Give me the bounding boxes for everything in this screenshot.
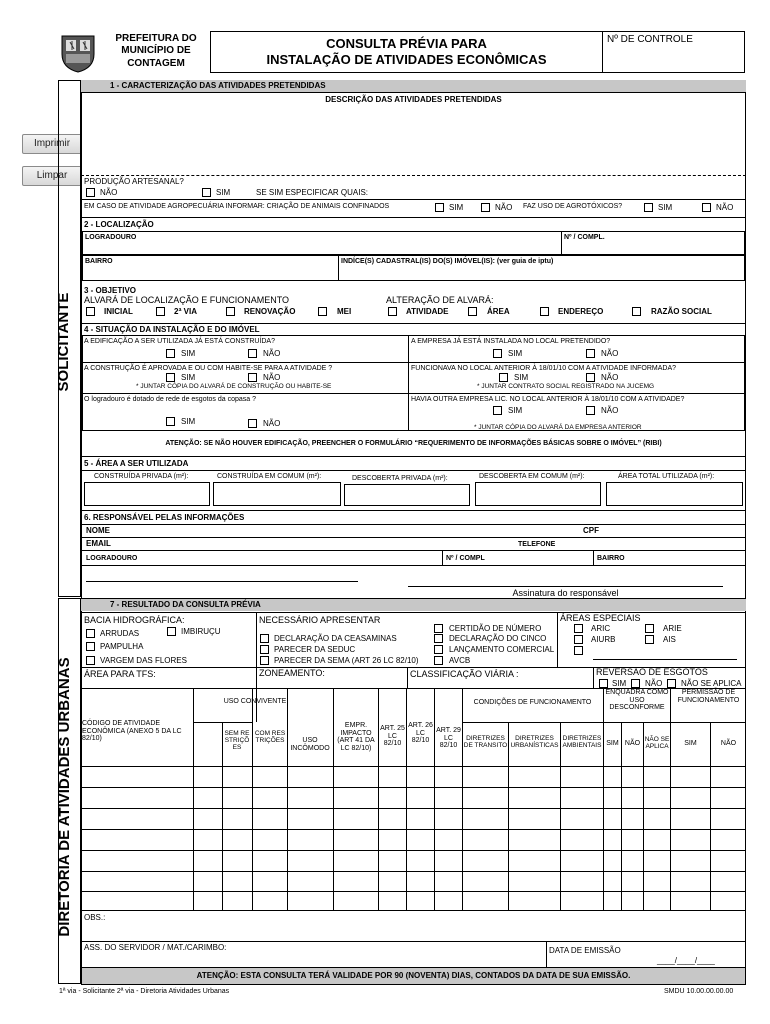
q5-text: O logradouro é dotado de rede de esgotos da copasa ?: [84, 396, 257, 403]
table-row[interactable]: [82, 809, 745, 829]
sec3-title: 3 - OBJETIVO: [84, 286, 137, 295]
col-dir-urbanisticas: DIRETRIZES URBANÍSTICAS: [510, 735, 559, 750]
alt-razao-checkbox[interactable]: [632, 307, 641, 316]
q6-sim-label: SIM: [508, 406, 523, 415]
obs-label: OBS.:: [84, 913, 106, 922]
q1-sim-checkbox[interactable]: [166, 349, 175, 358]
artesanal-nao-checkbox[interactable]: [86, 188, 95, 197]
control-number-label: Nº DE CONTROLE: [607, 34, 693, 45]
agrotox-sim-checkbox[interactable]: [644, 203, 653, 212]
aiurb-label: AIURB: [591, 635, 616, 644]
table-row[interactable]: [82, 767, 745, 787]
areas-especiais-label: ÁREAS ESPECIAIS: [560, 613, 641, 623]
form-title-line2: INSTALAÇÃO DE ATIVIDADES ECONÔMICAS: [266, 52, 547, 67]
alvara-loc-label: ALVARÁ DE LOCALIZAÇÃO E FUNCIONAMENTO: [84, 295, 290, 305]
table-row[interactable]: [82, 892, 745, 910]
q2-sim-checkbox[interactable]: [493, 349, 502, 358]
resp-numero-label: Nº / COMPL: [446, 555, 485, 562]
q3-sim-checkbox[interactable]: [166, 373, 175, 382]
q6-nao-label: NÃO: [601, 406, 619, 415]
bacia-label: BACIA HIDROGRÁFICA:: [84, 615, 185, 625]
reversao-label: REVERSÃO DE ESGOTOS: [596, 667, 708, 677]
agro-nao-label: NÃO: [495, 203, 513, 212]
area-construida-comum-field[interactable]: [213, 482, 341, 506]
form-title-line1: CONSULTA PRÉVIA PARA: [326, 36, 487, 51]
q5-sim-checkbox[interactable]: [166, 417, 175, 426]
loc-logradouro-field[interactable]: [82, 231, 562, 255]
inicial-checkbox[interactable]: [86, 307, 95, 316]
q2-sim-label: SIM: [508, 349, 523, 358]
q3-sim-label: SIM: [181, 373, 196, 382]
col-permissao-nao: NÃO: [720, 740, 737, 747]
org-name-line1: PREFEITURA DO: [115, 33, 197, 44]
data-emissao-label: DATA DE EMISSÃO: [549, 946, 621, 955]
rev-sim-label: SIM: [612, 679, 627, 688]
ais-checkbox[interactable]: [645, 635, 654, 644]
col-enquadra-sim: SIM: [606, 740, 619, 747]
obs-field[interactable]: [82, 911, 745, 940]
coat-of-arms-logo: [57, 32, 99, 74]
col-art25: ART. 25 LC 82/10: [380, 725, 405, 748]
q4-sim-checkbox[interactable]: [499, 373, 508, 382]
resp-nome-label: NOME: [86, 526, 110, 535]
vargem-checkbox[interactable]: [86, 656, 95, 665]
q4-note: * JUNTAR CONTRATO SOCIAL REGISTRADO NA JUCEMG: [477, 383, 655, 390]
artesanal-question: PRODUÇÃO ARTESANAL?: [84, 177, 184, 186]
servidor-label: ASS. DO SERVIDOR / MAT./CARIMBO:: [84, 943, 227, 952]
col-uso-incomodo: USO INCÔMODO: [290, 737, 330, 752]
col-codigo: CÓDIGO DE ATIVIDADE ECONÔMICA (ANEXO 5 DA LC 82/10): [82, 720, 182, 743]
q4-nao-checkbox[interactable]: [586, 373, 595, 382]
clear-button[interactable]: Limpar: [22, 166, 82, 186]
alt-endereco-checkbox[interactable]: [540, 307, 549, 316]
resp-email-label: EMAIL: [86, 539, 111, 548]
agrotox-nao-label: NÃO: [716, 203, 734, 212]
q1-nao-label: NÃO: [263, 349, 281, 358]
desc-header: DESCRIÇÃO DAS ATIVIDADES PRETENDIDAS: [325, 95, 502, 104]
resp-logradouro-label: LOGRADOURO: [86, 555, 138, 562]
areas-extra-line[interactable]: [593, 659, 737, 660]
q4-text: FUNCIONAVA NO LOCAL ANTERIOR À 18/01/10 COM A ATIVIDADE INFORMADA?: [411, 365, 677, 372]
loc-numero-label: Nº / COMPL.: [564, 234, 605, 241]
artesanal-sim-checkbox[interactable]: [202, 188, 211, 197]
sec2-title: 2 - LOCALIZAÇÃO: [84, 220, 154, 229]
agrotox-nao-checkbox[interactable]: [702, 203, 711, 212]
ceasaminas-checkbox[interactable]: [260, 634, 269, 643]
rev-sim-checkbox[interactable]: [599, 679, 608, 688]
org-name-line3: CONTAGEM: [127, 58, 185, 69]
seduc-checkbox[interactable]: [260, 645, 269, 654]
rev-nao-label: NÃO: [645, 679, 663, 688]
q2-nao-checkbox[interactable]: [586, 349, 595, 358]
org-name-line2: MUNICÍPIO DE: [121, 45, 191, 56]
col-art26: ART. 26 LC 82/10: [408, 722, 433, 745]
col-art29: ART. 29 LC 82/10: [436, 727, 461, 750]
agro-nao-checkbox[interactable]: [481, 203, 490, 212]
arie-checkbox[interactable]: [645, 624, 654, 633]
rev-na-checkbox[interactable]: [667, 679, 676, 688]
q5-nao-label: NÃO: [263, 419, 281, 428]
loc-indice-label: INDÍCE(S) CADASTRAL(IS) DO(S) IMÓVEL(IS): (ver guia de iptu): [341, 258, 554, 265]
classificacao-label: CLASSIFICAÇÃO VIÁRIA :: [410, 669, 519, 679]
sec1-title: 1 - CARACTERIZAÇÃO DAS ATIVIDADES PRETENDIDAS: [110, 81, 326, 90]
avcb-label: AVCB: [449, 656, 471, 665]
aiurb-checkbox[interactable]: [574, 635, 583, 644]
inicial-label: INICIAL: [104, 307, 133, 316]
rev-na-label: NÃO SE APLICA: [681, 679, 742, 688]
cinco-label: DECLARAÇÃO DO CINCO: [449, 634, 547, 643]
certidao-checkbox[interactable]: [434, 624, 443, 633]
arie-label: ARIE: [663, 624, 682, 633]
q1-sim-label: SIM: [181, 349, 196, 358]
q6-text: HAVIA OUTRA EMPRESA LIC. NO LOCAL ANTERIOR À 18/01/10 COM A ATIVIDADE?: [411, 396, 685, 403]
pampulha-label: PAMPULHA: [100, 642, 144, 651]
q3-nao-checkbox[interactable]: [248, 373, 257, 382]
necessario-label: NECESSÁRIO APRESENTAR: [259, 615, 381, 625]
diretoria-side-label: DIRETORIA DE ATIVIDADES URBANAS: [56, 657, 73, 937]
table-row[interactable]: [82, 851, 745, 871]
aric-checkbox[interactable]: [574, 624, 583, 633]
agro-sim-checkbox[interactable]: [435, 203, 444, 212]
aric-label: ARIC: [591, 624, 611, 633]
table-row[interactable]: [82, 872, 745, 891]
col-uso-convivente: USO CONVIVENTE: [223, 698, 287, 705]
segunda-via-label: 2ª VIA: [174, 307, 197, 316]
q3-note: * JUNTAR CÓPIA DO ALVARÁ DE CONSTRUÇÃO OU HABITE-SE: [136, 383, 332, 390]
q1-nao-checkbox[interactable]: [248, 349, 257, 358]
print-button[interactable]: Imprimir: [22, 134, 82, 154]
area-descoberta-privada-field[interactable]: [344, 484, 470, 506]
loc-bairro-label: BAIRRO: [85, 258, 113, 265]
resp-cpf-label: CPF: [583, 526, 599, 535]
artesanal-nao-label: NÃO: [100, 188, 118, 197]
zoneamento-label: ZONEAMENTO:: [259, 668, 325, 678]
loc-logradouro-label: LOGRADOURO: [85, 234, 137, 241]
area-descoberta-comum-label: DESCOBERTA EM COMUM (m²):: [479, 473, 585, 480]
q4-sim-label: SIM: [514, 373, 529, 382]
alt-area-label: ÁREA: [487, 307, 510, 316]
alt-area-checkbox[interactable]: [468, 307, 477, 316]
ceasaminas-label: DECLARAÇÃO DA CEASAMINAS: [274, 634, 397, 643]
agrotox-sim-label: SIM: [658, 203, 673, 212]
arrudas-checkbox[interactable]: [86, 629, 95, 638]
activity-description-area[interactable]: [82, 106, 744, 174]
col-enquadra-na: NÃO SE APLICA: [644, 736, 670, 751]
sec5-title: 5 - ÁREA A SER UTILIZADA: [84, 459, 189, 468]
q5-sim-label: SIM: [181, 417, 196, 426]
imbirucu-checkbox[interactable]: [167, 627, 176, 636]
alt-endereco-label: ENDEREÇO: [558, 307, 604, 316]
areas-extra-checkbox[interactable]: [574, 646, 583, 655]
col-empr-impacto: EMPR. IMPACTO (ART 41 DA LC 82/10): [337, 722, 375, 753]
col-enquadra: ENQUADRA COMO USO DESCONFORME: [605, 689, 669, 712]
signature-line[interactable]: [408, 586, 723, 587]
col-dir-ambientais: DIRETRIZES AMBIENTAIS: [562, 735, 602, 750]
area-total-field[interactable]: [606, 482, 743, 506]
area-descoberta-privada-label: DESCOBERTA PRIVADA (m²):: [352, 475, 448, 482]
cinco-checkbox[interactable]: [434, 634, 443, 643]
renovacao-checkbox[interactable]: [226, 307, 235, 316]
table-row[interactable]: [82, 830, 745, 850]
rev-nao-checkbox[interactable]: [631, 679, 640, 688]
agrotox-question: FAZ USO DE AGROTÓXICOS?: [523, 203, 623, 210]
sec4-title: 4 - SITUAÇÃO DA INSTALAÇÃO E DO IMÓVEL: [84, 325, 260, 334]
q6-nao-checkbox[interactable]: [586, 406, 595, 415]
alt-atividade-label: ATIVIDADE: [406, 307, 449, 316]
data-emissao-value[interactable]: ____/____/____: [657, 956, 715, 965]
lancamento-checkbox[interactable]: [434, 645, 443, 654]
vargem-label: VARGEM DAS FLORES: [100, 656, 187, 665]
col-enquadra-nao: NÃO: [624, 740, 641, 747]
table-row[interactable]: [82, 788, 745, 808]
col-permissao-sim: SIM: [684, 740, 697, 747]
sec4-attention: ATENÇÃO: SE NÃO HOUVER EDIFICAÇÃO, PREENCHER O FORMULÁRIO “REQUERIMENTO DE INFORMAÇÕES BÁSICAS SOBRE O IMÓVEL” (RIBI): [165, 440, 662, 447]
col-sem-restricoes: SEM RESTRIÇÕES: [224, 730, 250, 752]
area-construida-privada-field[interactable]: [84, 482, 210, 506]
area-tfs-label: ÁREA PARA TFS:: [84, 669, 156, 679]
avcb-checkbox[interactable]: [434, 656, 443, 665]
sema-checkbox[interactable]: [260, 656, 269, 665]
imbirucu-label: IMBIRUÇU: [181, 627, 221, 636]
q4-nao-label: NÃO: [601, 373, 619, 382]
col-dir-transito: DIRETRIZES DE TRANSITO: [463, 735, 508, 750]
signature-label: Assinatura do responsável: [512, 588, 619, 598]
solicitante-side-label: SOLICITANTE: [55, 292, 72, 392]
footer-vias: 1ª via - Solicitante 2ª via - Diretoria Atividades Urbanas: [59, 988, 230, 995]
footer-attention: ATENÇÃO: ESTA CONSULTA TERÁ VALIDADE POR 90 (NOVENTA) DIAS, CONTADOS DA DATA DE SUA EMISSÃO.: [196, 971, 631, 980]
area-construida-privada-label: CONSTRUÍDA PRIVADA (m²):: [94, 473, 189, 480]
area-construida-comum-label: CONSTRUÍDA EM COMUM (m²):: [217, 473, 322, 480]
footer-code: SMDU 10.00.00.00.00: [664, 988, 734, 995]
mei-label: MEI: [337, 307, 352, 316]
lancamento-label: LANÇAMENTO COMERCIAL: [449, 645, 555, 654]
agro-question: EM CASO DE ATIVIDADE AGROPECUÁRIA INFORMAR: CRIAÇÃO DE ANIMAIS CONFINADOS: [84, 203, 390, 210]
artesanal-specify-label: SE SIM ESPECIFICAR QUAIS:: [256, 188, 369, 197]
resp-address-line[interactable]: [86, 581, 358, 582]
area-total-label: ÁREA TOTAL UTILIZADA (m²):: [618, 473, 715, 480]
mei-checkbox[interactable]: [318, 307, 327, 316]
q6-note: * JUNTAR CÓPIA DO ALVARÁ DA EMPRESA ANTERIOR: [474, 424, 642, 431]
ais-label: AIS: [663, 635, 676, 644]
seduc-label: PARECER DA SEDUC: [274, 645, 356, 654]
q5-nao-checkbox[interactable]: [248, 419, 257, 428]
sema-label: PARECER DA SEMA (ART 26 LC 82/10): [274, 656, 419, 665]
alt-razao-label: RAZÃO SOCIAL: [651, 307, 712, 316]
resp-bairro-label: BAIRRO: [597, 555, 625, 562]
arrudas-label: ARRUDAS: [100, 629, 140, 638]
agro-sim-label: SIM: [449, 203, 464, 212]
col-permissao: PERMISSÃO DE FUNCIONAMENTO: [677, 689, 740, 704]
q3-text: A CONSTRUÇÃO É APROVADA E OU COM HABITE-SE PARA A ATIVIDADE ?: [84, 365, 333, 372]
certidao-label: CERTIDÃO DE NÚMERO: [449, 624, 542, 633]
alt-atividade-checkbox[interactable]: [388, 307, 397, 316]
q2-text: A EMPRESA JÁ ESTÁ INSTALADA NO LOCAL PRETENDIDO?: [411, 338, 611, 345]
q2-nao-label: NÃO: [601, 349, 619, 358]
artesanal-sim-label: SIM: [216, 188, 231, 197]
q3-nao-label: NÃO: [263, 373, 281, 382]
alteracao-label: ALTERAÇÃO DE ALVARÁ:: [386, 295, 494, 305]
q6-sim-checkbox[interactable]: [493, 406, 502, 415]
segunda-via-checkbox[interactable]: [156, 307, 165, 316]
col-com-restricoes: COM RESTRIÇÕES: [254, 730, 286, 745]
loc-bairro-field[interactable]: [82, 255, 339, 281]
sec7-title: 7 - RESULTADO DA CONSULTA PRÉVIA: [110, 600, 261, 609]
col-cond-func: CONDIÇÕES DE FUNCIONAMENTO: [473, 699, 592, 706]
resp-telefone-label: TELEFONE: [518, 541, 556, 548]
sec6-title: 6. RESPONSÁVEL PELAS INFORMAÇÕES: [84, 513, 245, 522]
area-descoberta-comum-field[interactable]: [475, 482, 601, 506]
pampulha-checkbox[interactable]: [86, 642, 95, 651]
q1-text: A EDIFICAÇÃO A SER UTILIZADA JÁ ESTÁ CONSTRUÍDA?: [84, 338, 275, 345]
renovacao-label: RENOVAÇÃO: [244, 307, 296, 316]
